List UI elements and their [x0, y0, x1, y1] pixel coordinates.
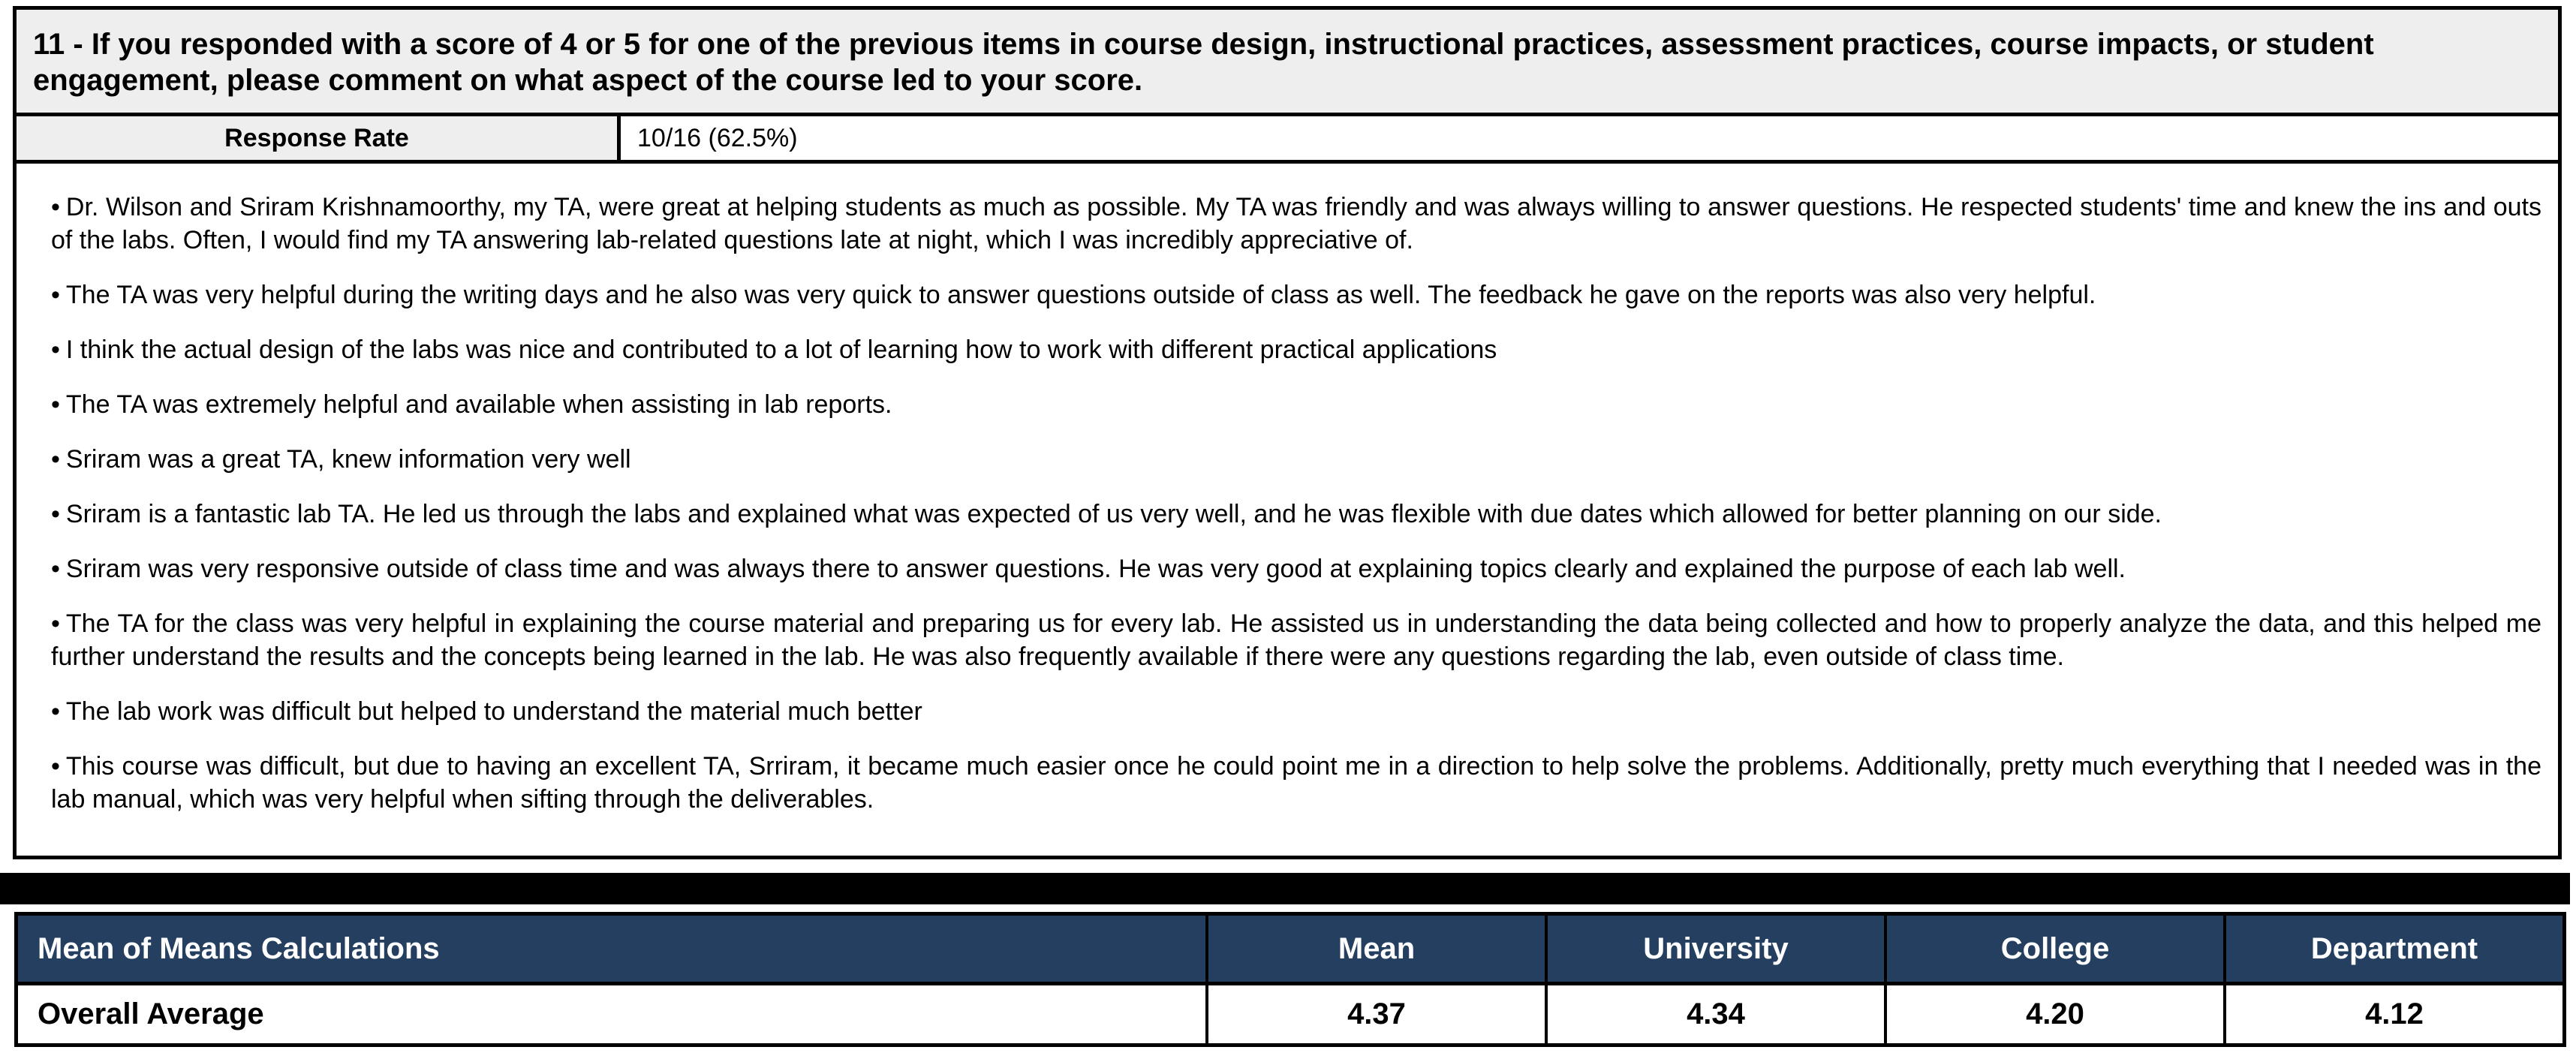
comment-text: The TA was very helpful during the writing days and he also was very quick to answer questions outside of class as well. The feedback he gave on the reports was also very helpful. [65, 281, 2096, 309]
comment-item [51, 443, 2541, 476]
comment-text: Sriram is a fantastic lab TA. He led us through the labs and explained what was expected of us very well, and he was flexible with due dates which allowed for better planning on our side. [65, 500, 2162, 528]
bullet-icon: • [51, 281, 60, 309]
bullet-icon: • [51, 390, 60, 419]
comment-item [51, 695, 2541, 728]
comment-text: The lab work was difficult but helped to understand the material much better [65, 697, 922, 726]
bullet-icon: • [51, 335, 60, 364]
bullet-icon: • [51, 697, 60, 726]
question-11-panel [13, 6, 2562, 859]
bullet-icon: • [51, 752, 60, 781]
header-mean: Mean [1208, 916, 1548, 982]
comment-text: Sriram was very responsive outside of class time and was always there to answer questions. He was very good at explaining topics clearly and explained the purpose of each lab well. [65, 555, 2126, 583]
mean-of-means-table [14, 912, 2566, 1047]
comment-item [51, 191, 2541, 257]
header-department: Department [2310, 931, 2478, 965]
comment-item [51, 388, 2541, 421]
cell-university: 4.34 [1548, 985, 1887, 1043]
bullet-icon: • [51, 193, 60, 221]
comment-text: The TA for the class was very helpful in explaining the course material and preparing us for every lab. He assisted us in understanding the data being collected and how to properly analyze the data, and this helped me further understand the results and the concepts being learned in the lab. He was also frequently available if there were any questions regarding the lab, even outside of class time. [51, 609, 2541, 671]
bullet-icon: • [51, 445, 60, 474]
header-university: University [1548, 916, 1887, 982]
bullet-icon: • [51, 555, 60, 583]
bullet-icon: • [51, 500, 60, 528]
response-rate-label: Response Rate [17, 116, 621, 160]
cell-department: 4.12 [2365, 997, 2424, 1030]
table-row [18, 985, 2562, 1043]
cell-mean: 4.37 [1208, 985, 1548, 1043]
comment-item [51, 552, 2541, 585]
comment-item [51, 278, 2541, 311]
section-divider [0, 873, 2570, 904]
comments-list [17, 164, 2558, 856]
comment-text: This course was difficult, but due to having an excellent TA, Srriram, it became much easier once he could point me in a direction to help solve the problems. Additionally, pretty much everything that I needed was in the lab manual, which was very helpful when sifting through the deliverables. [51, 752, 2541, 814]
comment-item [51, 750, 2541, 816]
response-rate-row [17, 116, 2558, 164]
row-label-overall-average: Overall Average [18, 985, 1208, 1043]
comment-text: I think the actual design of the labs was nice and contributed to a lot of learning how to work with different practical applications [65, 335, 1497, 364]
cell-college: 4.20 [1887, 985, 2226, 1043]
comment-item [51, 333, 2541, 366]
comment-text: Dr. Wilson and Sriram Krishnamoorthy, my TA, were great at helping students as much as possible. My TA was friendly and was always willing to answer questions. He respected students' time and knew the ins and outs of the labs. Often, I would find my TA answering lab-related questions late at night, which I was incredibly appreciative of. [51, 193, 2541, 254]
comment-text: The TA was extremely helpful and available when assisting in lab reports. [65, 390, 892, 419]
header-mean-of-means: Mean of Means Calculations [18, 916, 1208, 982]
comment-text: Sriram was a great TA, knew information very well [65, 445, 631, 474]
response-rate-value: 10/16 (62.5%) [621, 116, 2558, 160]
comment-item [51, 498, 2541, 531]
table-header-row [18, 916, 2562, 985]
comment-item [51, 607, 2541, 673]
bullet-icon: • [51, 609, 60, 638]
question-title: 11 - If you responded with a score of 4 or 5 for one of the previous items in course design, instructional practices, assessment practices, course impacts, or student engagement, please comment on what aspect of the course led to your score. [17, 10, 2558, 116]
header-college: College [1887, 916, 2226, 982]
